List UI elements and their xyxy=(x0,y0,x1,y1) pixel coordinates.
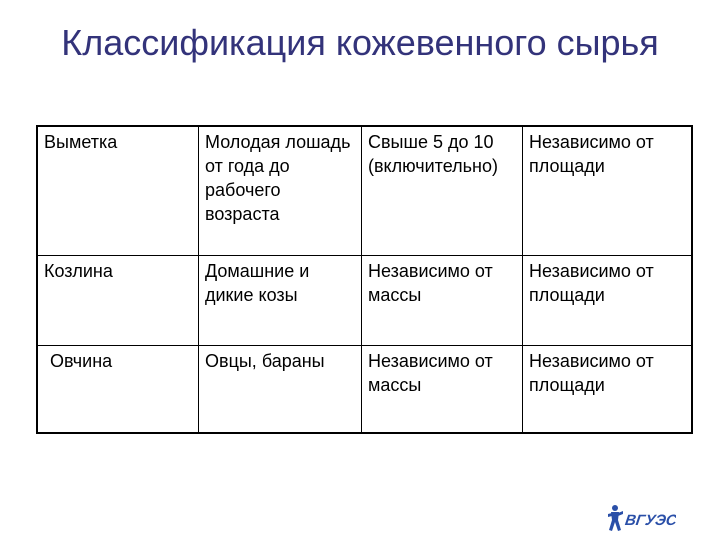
classification-table xyxy=(36,125,693,434)
table-cell: Независимо от площади xyxy=(523,126,693,256)
table-row xyxy=(37,346,692,434)
table-cell: Независимо от массы xyxy=(362,346,523,434)
table-cell: Овчина xyxy=(37,346,199,434)
table-cell: Овцы, бараны xyxy=(199,346,362,434)
table-cell: Свыше 5 до 10 (включительно) xyxy=(362,126,523,256)
table-cell: Независимо от площади xyxy=(523,346,693,434)
university-logo-icon xyxy=(606,500,676,536)
table-cell: Козлина xyxy=(37,256,199,346)
table-row xyxy=(37,126,692,256)
table-cell: Независимо от площади xyxy=(523,256,693,346)
logo-text: ВГУЭС xyxy=(623,512,676,529)
table-cell: Независимо от массы xyxy=(362,256,523,346)
table-cell: Домашние и дикие козы xyxy=(199,256,362,346)
table-row xyxy=(37,256,692,346)
university-logo xyxy=(606,500,676,536)
table-cell: Молодая лошадь от года до рабочего возраста xyxy=(199,126,362,256)
slide-title: Классификация кожевенного сырья xyxy=(61,22,659,63)
table-cell: Выметка xyxy=(37,126,199,256)
